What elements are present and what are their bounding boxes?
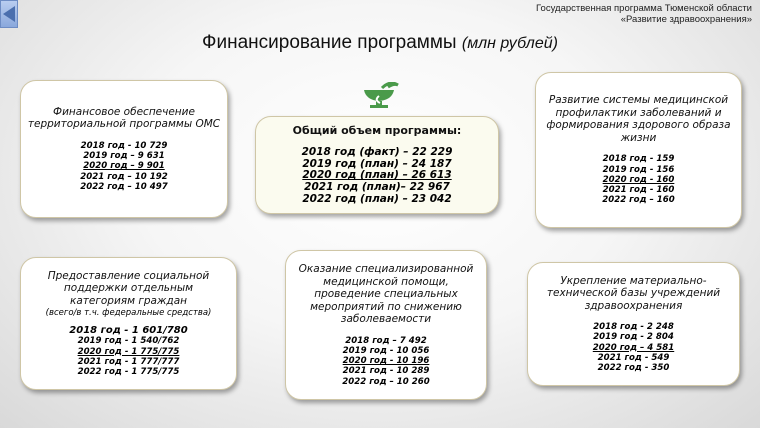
box-title: Предоставление социальной поддержки отдельным категориям граждан — [47, 269, 210, 307]
box-title: Укрепление материально-технической базы учреждений здравоохранения — [546, 274, 721, 312]
infrastructure-box — [527, 262, 740, 386]
box-subtitle: (всего/в т.ч. федеральные средства) — [45, 308, 212, 319]
box-title: Общий объем программы: — [292, 123, 462, 137]
value-2022: 2022 год – 10 497 — [80, 181, 168, 192]
value-2021: 2021 год – 10 192 — [80, 171, 168, 182]
triangle-left-icon — [3, 6, 15, 22]
box-title: Финансовое обеспечение территориальной программы ОМС — [27, 105, 221, 131]
value-2018: 2018 год (факт) – 22 229 — [301, 146, 453, 159]
social-support-box — [20, 257, 237, 390]
value-2022: 2022 год - 1 775/775 — [77, 367, 180, 378]
value-2020: 2020 год – 4 581 — [592, 342, 675, 353]
value-2020: 2020 год - 160 — [602, 174, 675, 185]
back-button[interactable] — [0, 0, 18, 28]
value-2019: 2019 год (план) – 24 187 — [302, 157, 452, 170]
value-2021: 2021 год - 549 — [597, 352, 670, 363]
value-2022: 2022 год (план) – 23 042 — [302, 192, 452, 205]
title-unit: (млн рублей) — [461, 35, 558, 52]
specialized-care-box — [285, 250, 487, 400]
value-2019: 2019 год - 1 540/762 — [77, 336, 180, 347]
value-2018: 2018 год - 1 601/780 — [69, 325, 188, 337]
value-2019: 2019 год - 2 804 — [593, 332, 674, 343]
value-2021: 2021 год - 160 — [602, 185, 675, 196]
prevention-box — [535, 72, 742, 228]
value-2018: 2018 год - 10 729 — [80, 140, 168, 151]
value-2019: 2019 год – 9 631 — [83, 151, 165, 162]
value-2020: 2020 год (план) – 26 613 — [302, 169, 452, 182]
page-title — [0, 32, 760, 54]
value-2018: 2018 год - 2 248 — [593, 322, 674, 333]
bowl-of-hygieia-icon — [360, 82, 402, 110]
box-title: Оказание специализированной медицинской помощи, проведение специальных мероприятий по снижению заболеваемости — [298, 263, 474, 326]
value-2020: 2020 год – 9 901 — [83, 161, 165, 172]
box-title: Развитие системы медицинской профилактики заболеваний и формирования здорового образа жизни — [546, 94, 731, 144]
title-main: Финансирование программы — [202, 32, 457, 53]
header-line-2: «Развитие здравоохранения» — [620, 14, 752, 25]
value-2022: 2022 год – 160 — [602, 195, 675, 206]
value-2020: 2020 год - 1 775/775 — [77, 346, 180, 357]
header-line-1: Государственная программа Тюменской области — [536, 3, 752, 14]
value-2018: 2018 год – 7 492 — [345, 335, 427, 346]
value-2019: 2019 год - 156 — [602, 164, 675, 175]
value-2018: 2018 год - 159 — [602, 154, 675, 165]
value-2021: 2021 год (план)– 22 967 — [304, 181, 450, 194]
oms-box — [20, 80, 228, 218]
value-2021: 2021 год - 1 777/777 — [77, 356, 180, 367]
value-2022: 2022 год – 10 260 — [342, 376, 430, 387]
total-box — [255, 116, 499, 214]
value-2021: 2021 год - 10 289 — [342, 366, 430, 377]
program-header — [536, 3, 752, 25]
value-2022: 2022 год - 350 — [597, 363, 670, 374]
value-2019: 2019 год - 10 056 — [342, 345, 430, 356]
value-2020: 2020 год - 10 196 — [342, 356, 430, 367]
